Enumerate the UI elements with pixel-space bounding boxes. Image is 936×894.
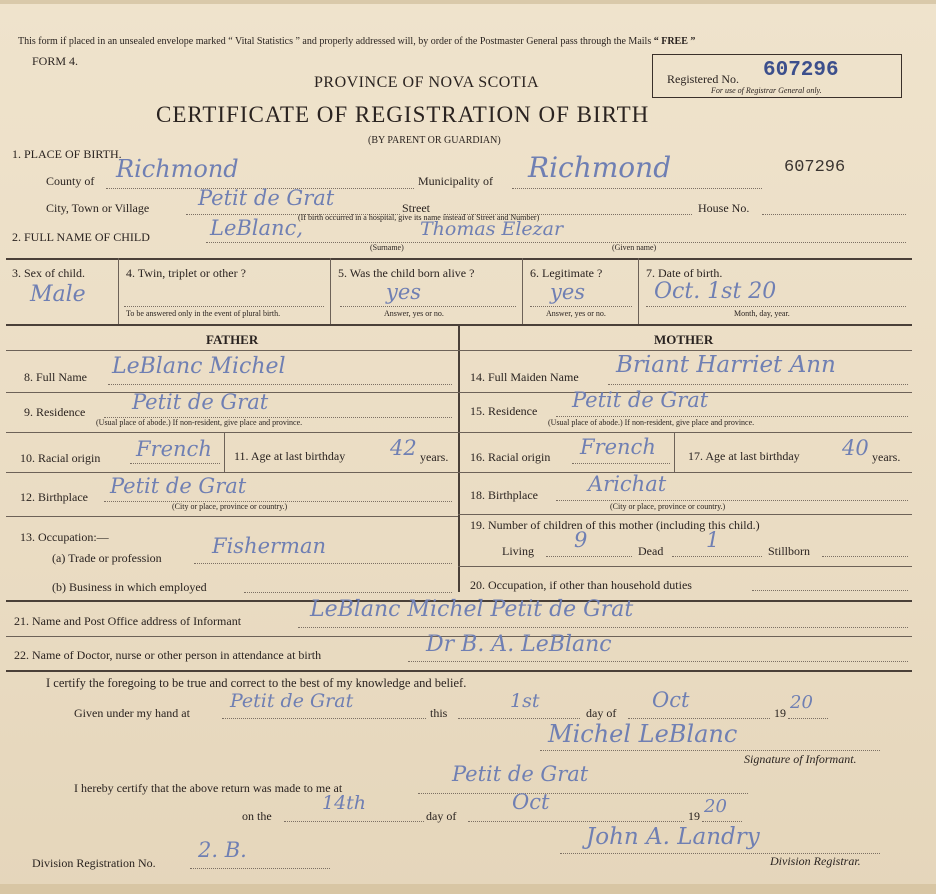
father-name-value: LeBlanc Michel — [112, 354, 286, 379]
cert-year-prefix: 19 — [774, 706, 786, 720]
mother-heading: MOTHER — [654, 332, 714, 347]
division-registration-label: Division Registration No. — [32, 856, 156, 870]
registrar-use-note: For use of Registrar General only. — [711, 86, 822, 95]
cert-day-line — [458, 718, 580, 719]
mother-birthplace-value: Arichat — [588, 472, 667, 496]
child-name-line — [206, 242, 906, 243]
certification-statement: I certify the foregoing to be true and correct to the best of my knowledge and belief. — [46, 676, 467, 690]
informant-label: 21. Name and Post Office address of Informant — [14, 614, 242, 628]
father-years-label: years. — [420, 450, 449, 464]
bottom-edge — [0, 884, 936, 894]
doctor-line — [408, 661, 908, 662]
father-name-label: 8. Full Name — [24, 370, 87, 384]
alive-line — [340, 306, 516, 307]
dead-label: Dead — [638, 544, 664, 558]
postal-note-free: “ FREE ” — [653, 36, 696, 47]
father-name-line — [108, 384, 452, 385]
given-place-value: Petit de Grat — [230, 690, 354, 712]
mother-name-line — [608, 384, 908, 385]
city-label: City, Town or Village — [46, 201, 150, 215]
birth-date-line — [646, 306, 906, 307]
informant-signature: Michel LeBlanc — [548, 720, 738, 748]
house-label: House No. — [698, 201, 750, 215]
surname-caption: (Surname) — [370, 243, 404, 252]
dead-value: 1 — [706, 528, 720, 552]
mother-row-line-2 — [458, 432, 912, 433]
mother-racial-label: 16. Racial origin — [470, 450, 551, 464]
mother-years-label: years. — [872, 450, 901, 464]
mother-residence-value: Petit de Grat — [572, 388, 709, 412]
mother-name-label: 14. Full Maiden Name — [470, 370, 579, 384]
father-birthplace-value: Petit de Grat — [110, 474, 247, 498]
alive-note: Answer, yes or no. — [384, 309, 444, 318]
child-surname: LeBlanc, — [210, 216, 304, 240]
mother-occupation-label: 20. Occupation, if other than household duties — [470, 578, 692, 592]
informant-line — [298, 627, 908, 628]
registration-box — [652, 54, 902, 98]
child-name-label: 2. FULL NAME OF CHILD — [12, 230, 150, 244]
registrar-day-value: 14th — [322, 792, 367, 814]
registrar-signature-caption: Division Registrar. — [770, 854, 861, 868]
father-birthplace-label: 12. Birthplace — [20, 490, 88, 504]
father-heading: FATHER — [206, 332, 259, 347]
father-residence-label: 9. Residence — [24, 405, 86, 419]
county-value: Richmond — [116, 155, 239, 183]
city-value: Petit de Grat — [198, 186, 335, 210]
twin-line — [124, 306, 324, 307]
father-row-line-2 — [6, 432, 458, 433]
place-of-birth-heading: 1. PLACE OF BIRTH. — [12, 147, 122, 161]
trade-value: Fisherman — [212, 534, 327, 558]
municipality-value: Richmond — [528, 151, 672, 184]
municipality-label: Municipality of — [418, 174, 493, 188]
father-row-line-4 — [6, 516, 458, 517]
twin-note: To be answered only in the event of plural birth. — [126, 309, 281, 318]
trade-label: (a) Trade or profession — [52, 551, 162, 565]
street-label: Street — [402, 201, 430, 215]
doctor-label: 22. Name of Doctor, nurse or other person in attendance at birth — [14, 648, 322, 662]
cert-day-value: 1st — [510, 690, 540, 712]
mother-residence-line — [556, 416, 908, 417]
father-racial-value: French — [136, 437, 212, 461]
child-given-names: Thomas Elezar — [420, 218, 564, 240]
parents-heading-line — [6, 350, 912, 351]
registered-number: 607296 — [763, 59, 839, 82]
cert-year-value: 20 — [790, 692, 813, 713]
municipality-line — [512, 188, 762, 189]
legit-label: 6. Legitimate ? — [530, 266, 603, 280]
division-registration-line — [190, 868, 330, 869]
registrar-month-line — [468, 821, 684, 822]
mother-age-value: 40 — [842, 436, 869, 460]
doctor-value: Dr B. A. LeBlanc — [426, 632, 612, 657]
mother-racial-line — [572, 463, 670, 464]
mother-row-line-4 — [458, 514, 912, 515]
business-line — [244, 592, 452, 593]
alive-label: 5. Was the child born alive ? — [338, 266, 475, 280]
registrar-statement: I hereby certify that the above return was made to me at — [74, 781, 343, 795]
hospital-note: (If birth occurred in a hospital, give its name instead of Street and Number) — [298, 213, 540, 222]
alive-value: yes — [386, 280, 422, 304]
father-age-divider — [224, 432, 225, 472]
trade-line — [194, 563, 452, 564]
occupation-label: 13. Occupation:— — [20, 530, 109, 544]
business-label: (b) Business in which employed — [52, 580, 207, 594]
father-racial-label: 10. Racial origin — [20, 451, 101, 465]
sex-label: 3. Sex of child. — [12, 266, 85, 280]
mother-row-line-5 — [458, 566, 912, 567]
given-under-label: Given under my hand at — [74, 706, 190, 720]
subtitle: (BY PARENT OR GUARDIAN) — [368, 135, 501, 146]
stillborn-line — [822, 556, 908, 557]
father-birthplace-note: (City or place, province or country.) — [172, 502, 288, 511]
children-count-label: 19. Number of children of this mother (including this child.) — [470, 518, 760, 532]
county-label: County of — [46, 174, 95, 188]
mother-birthplace-line — [556, 500, 908, 501]
father-racial-line — [130, 463, 220, 464]
col-divider-2 — [330, 258, 331, 324]
province-heading: PROVINCE OF NOVA SCOTIA — [314, 74, 540, 91]
mother-birthplace-label: 18. Birthplace — [470, 488, 538, 502]
legit-note: Answer, yes or no. — [546, 309, 606, 318]
this-label: this — [430, 706, 448, 720]
stamped-number: 607296 — [784, 158, 846, 177]
postal-note — [18, 36, 695, 47]
registrar-day-line — [284, 821, 424, 822]
stillborn-label: Stillborn — [768, 544, 811, 558]
informant-signature-caption: Signature of Informant. — [744, 752, 857, 766]
postal-note-text: This form if placed in an unsealed envelope marked “ Vital Statistics ” and properly addressed will, by order of the Postmaster General pass through the Mails — [18, 36, 652, 47]
birth-date-note: Month, day, year. — [734, 309, 790, 318]
registrar-year-prefix: 19 — [688, 809, 700, 823]
house-line — [762, 214, 906, 215]
registrar-place-line — [418, 793, 748, 794]
father-residence-note: (Usual place of abode.) If non-resident, give place and province. — [96, 418, 303, 427]
registrar-year-line — [702, 821, 742, 822]
registrar-place-value: Petit de Grat — [452, 762, 589, 786]
father-age-value: 42 — [390, 436, 417, 460]
mother-birthplace-note: (City or place, province or country.) — [610, 502, 726, 511]
col-divider-3 — [522, 258, 523, 324]
mother-occupation-line — [752, 590, 908, 591]
legit-line — [530, 306, 632, 307]
twin-label: 4. Twin, triplet or other ? — [126, 266, 246, 280]
father-age-label: 11. Age at last birthday — [234, 449, 346, 463]
col-divider-1 — [118, 258, 119, 324]
given-caption: (Given name) — [612, 243, 657, 252]
father-residence-value: Petit de Grat — [132, 390, 269, 414]
living-value: 9 — [574, 528, 588, 552]
division-registration-value: 2. B. — [198, 838, 247, 862]
col-divider-4 — [638, 258, 639, 324]
form-number: FORM 4. — [32, 54, 79, 68]
registered-label: Registered No. — [667, 72, 739, 86]
mother-residence-note: (Usual place of abode.) If non-resident, give place and province. — [548, 418, 755, 427]
top-edge — [0, 0, 936, 4]
mother-row-line-3 — [458, 472, 912, 473]
living-line — [546, 556, 632, 557]
mother-age-divider — [674, 432, 675, 472]
registrar-signature: John A. Landry — [586, 824, 760, 850]
birth-date-value: Oct. 1st 20 — [654, 279, 777, 304]
mother-name-value: Briant Harriet Ann — [616, 352, 836, 378]
registrar-year-value: 20 — [704, 796, 727, 817]
cert-day-of-label: day of — [586, 706, 617, 720]
page-title: CERTIFICATE OF REGISTRATION OF BIRTH — [156, 102, 650, 127]
registrar-month-value: Oct — [512, 790, 550, 814]
informant-signature-line — [540, 750, 880, 751]
informant-value: LeBlanc Michel Petit de Grat — [310, 597, 634, 622]
parents-divider — [458, 324, 460, 592]
birth-date-label: 7. Date of birth. — [646, 266, 723, 280]
dead-line — [672, 556, 762, 557]
sex-value: Male — [30, 282, 86, 307]
registrar-day-of-label: day of — [426, 809, 457, 823]
father-row-line-3 — [6, 472, 458, 473]
mother-age-label: 17. Age at last birthday — [688, 449, 800, 463]
cert-month-value: Oct — [652, 688, 690, 712]
living-label: Living — [502, 544, 534, 558]
mother-racial-value: French — [580, 435, 656, 459]
registrar-on-the-label: on the — [242, 809, 272, 823]
legit-value: yes — [550, 280, 586, 304]
row-divider-top — [6, 258, 912, 260]
given-place-line — [222, 718, 426, 719]
certification-top-line — [6, 670, 912, 672]
cert-month-line — [628, 718, 770, 719]
cert-year-line — [788, 718, 828, 719]
mother-residence-label: 15. Residence — [470, 404, 538, 418]
